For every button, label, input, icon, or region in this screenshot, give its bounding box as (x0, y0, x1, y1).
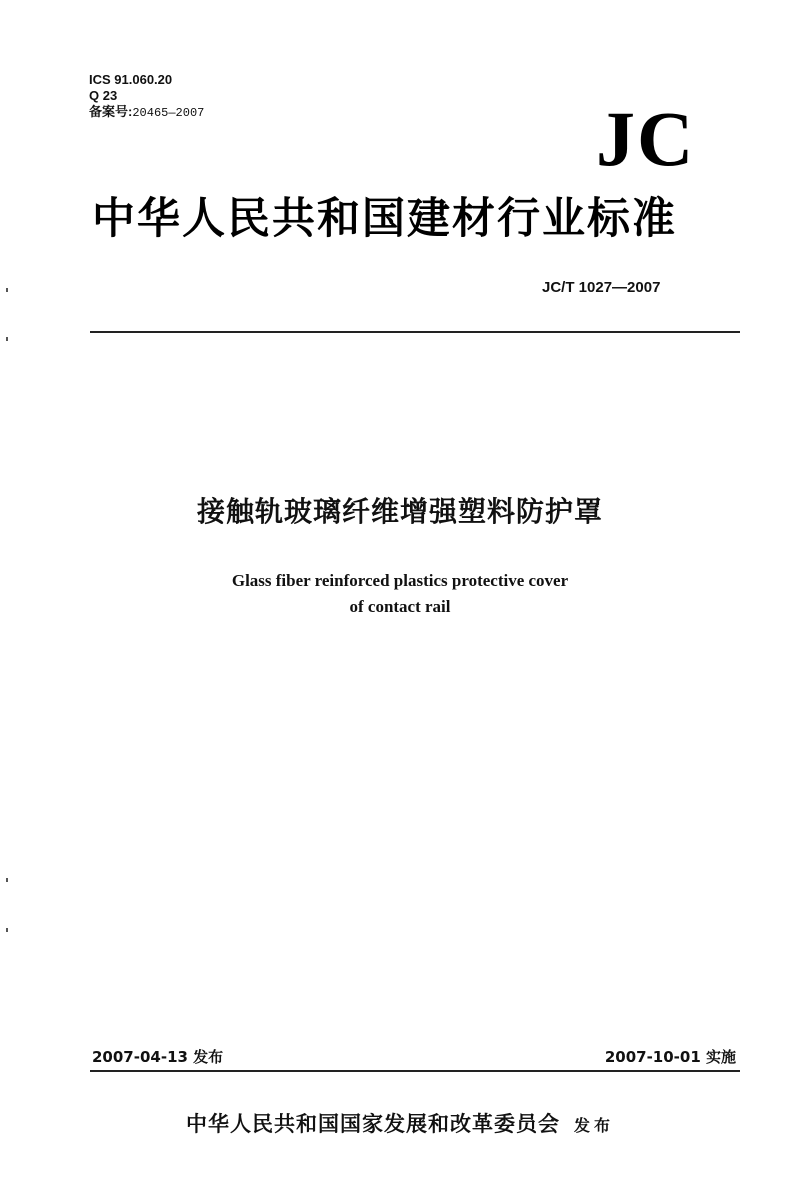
issuer-suffix: 发布 (573, 1116, 614, 1135)
jc-mark: JC (596, 95, 696, 182)
filing-number (89, 104, 204, 121)
document-title-chinese: 接触轨玻璃纤维增强塑料防护罩 (196, 495, 603, 528)
implementation-date: 2007-10-01 实施 (604, 1048, 736, 1066)
standard-number: JC/T 1027—2007 (542, 279, 661, 296)
top-divider (90, 331, 740, 333)
english-title-line-2: of contact rail (349, 597, 451, 616)
scan-speck (6, 928, 8, 932)
ccs-code: Q 23 (89, 88, 118, 103)
classification-block (89, 72, 204, 121)
standard-category-title: 中华人民共和国建材行业标准 (92, 194, 677, 244)
scan-speck (6, 878, 8, 882)
issue-date: 2007-04-13 发布 (92, 1048, 224, 1066)
ics-code: ICS 91.060.20 (89, 72, 173, 87)
filing-label: 备案号: (89, 104, 133, 119)
filing-value: 20465—2007 (132, 106, 205, 120)
scan-speck (6, 337, 8, 341)
english-title-line-1: Glass fiber reinforced plastics protective cover (231, 571, 569, 590)
document-title-english (0, 568, 800, 620)
issuer-name: 中华人民共和国国家发展和改革委员会 (185, 1112, 560, 1136)
issuing-authority (0, 1108, 800, 1138)
scan-speck (6, 288, 8, 292)
bottom-divider (90, 1070, 740, 1072)
